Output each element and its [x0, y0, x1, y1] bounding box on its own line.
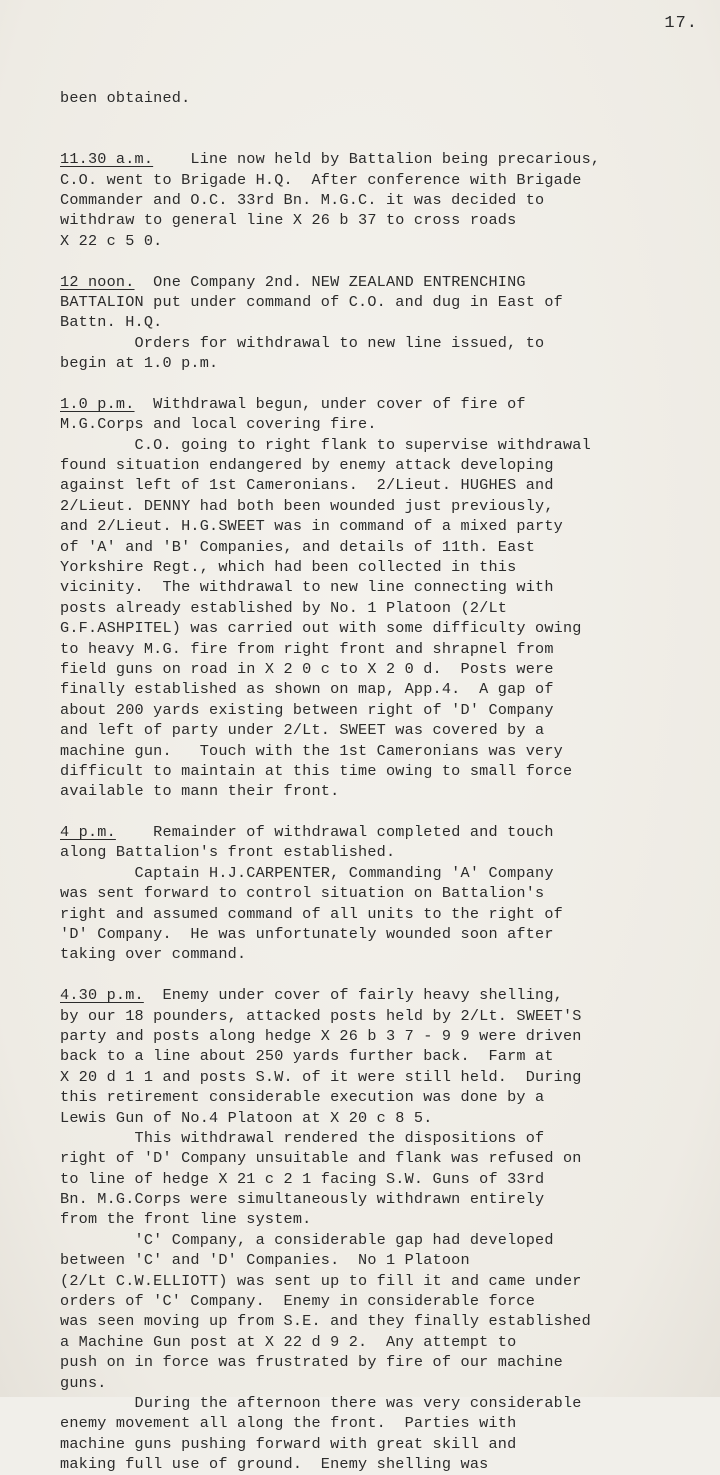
text-line: enemy movement all along the front. Parties with [60, 1414, 517, 1433]
text-line: posts already established by No. 1 Platoon (2/Lt [60, 598, 508, 617]
section-time: 11.30 a.m. [60, 150, 154, 169]
text-line: machine gun. Touch with the 1st Cameronians was very [60, 741, 563, 760]
text-line: (2/Lt C.W.ELLIOTT) was sent up to fill it and came under [60, 1271, 582, 1290]
text-line: Yorkshire Regt., which had been collected in this [60, 557, 517, 576]
text-line: between 'C' and 'D' Companies. No 1 Platoon [60, 1251, 470, 1270]
section-1130am [60, 149, 720, 251]
text-line: Battn. H.Q. [60, 313, 163, 332]
section-time: 4.30 p.m. [60, 986, 144, 1005]
text-line: found situation endangered by enemy attack developing [60, 456, 554, 475]
text-line: orders of 'C' Company. Enemy in considerable force [60, 1292, 536, 1311]
text-line: push on in force was frustrated by fire of our machine [60, 1353, 563, 1372]
text-line: about 200 yards existing between right of 'D' Company [60, 700, 554, 719]
text-line: along Battalion's front established. [60, 843, 396, 862]
text-line: X 20 d 1 1 and posts S.W. of it were still held. During [60, 1067, 582, 1086]
section-time: 4 p.m. [60, 823, 116, 842]
text-line: 4 p.m. Remainder of withdrawal completed and touch [60, 823, 554, 842]
section-intro [60, 88, 720, 108]
section-time: 1.0 p.m. [60, 394, 135, 413]
text-line: and 2/Lieut. H.G.SWEET was in command of a mixed party [60, 517, 563, 536]
text-line: field guns on road in X 2 0 c to X 2 0 d. Posts were [60, 659, 554, 678]
text-line: right and assumed command of all units to the right of [60, 904, 563, 923]
text-line: machine guns pushing forward with great skill and [60, 1434, 517, 1453]
text-line: back to a line about 250 yards further back. Farm at [60, 1047, 554, 1066]
text-line: this retirement considerable execution was done by a [60, 1088, 545, 1107]
text-line: C.O. went to Brigade H.Q. After conference with Brigade [60, 170, 582, 189]
text-line: Orders for withdrawal to new line issued, to [60, 333, 545, 352]
text-line: Captain H.J.CARPENTER, Commanding 'A' Company [60, 863, 554, 882]
text-line: was seen moving up from S.E. and they finally established [60, 1312, 591, 1331]
text-line: During the afternoon there was very considerable [60, 1394, 582, 1412]
section-10pm [60, 394, 720, 802]
text-line: 12 noon. One Company 2nd. NEW ZEALAND ENTRENCHING [60, 272, 526, 291]
document-body [60, 88, 720, 1475]
text-line: right of 'D' Company unsuitable and flank was refused on [60, 1149, 582, 1168]
text-line: making full use of ground. Enemy shelling was [60, 1455, 489, 1474]
text-line: and left of party under 2/Lt. SWEET was covered by a [60, 721, 545, 740]
text-line: party and posts along hedge X 26 b 3 7 - 9 9 were driven [60, 1026, 582, 1045]
text-line: X 22 c 5 0. [60, 231, 163, 250]
text-line: 1.0 p.m. Withdrawal begun, under cover of fire of [60, 394, 526, 413]
page-number: 17. [664, 14, 698, 33]
text-line: taking over command. [60, 945, 247, 964]
text-line: 2/Lieut. DENNY had both been wounded just previously, [60, 496, 554, 515]
text-line: G.F.ASHPITEL) was carried out with some difficulty owing [60, 619, 582, 638]
text-line: to heavy M.G. fire from right front and shrapnel from [60, 639, 554, 658]
section-time: 12 noon. [60, 272, 135, 291]
text-line: by our 18 pounders, attacked posts held by 2/Lt. SWEET'S [60, 1006, 582, 1025]
text-line: 11.30 a.m. Line now held by Battalion being precarious, [60, 150, 601, 169]
text-line: been obtained. [60, 89, 191, 107]
text-line: 4.30 p.m. Enemy under cover of fairly heavy shelling, [60, 986, 563, 1005]
text-line: against left of 1st Cameronians. 2/Lieut. HUGHES and [60, 476, 554, 495]
text-line: 'D' Company. He was unfortunately wounded soon after [60, 925, 554, 944]
text-line: difficult to maintain at this time owing to small force [60, 761, 573, 780]
text-line: Lewis Gun of No.4 Platoon at X 20 c 8 5. [60, 1108, 433, 1127]
section-4pm [60, 822, 720, 965]
text-line: to line of hedge X 21 c 2 1 facing S.W. Guns of 33rd [60, 1169, 545, 1188]
text-line: a Machine Gun post at X 22 d 9 2. Any attempt to [60, 1332, 517, 1351]
text-line: 'C' Company, a considerable gap had developed [60, 1230, 554, 1249]
text-line: guns. [60, 1373, 107, 1392]
text-line: of 'A' and 'B' Companies, and details of 11th. East [60, 537, 536, 556]
text-line: begin at 1.0 p.m. [60, 354, 219, 373]
section-430pm [60, 985, 720, 1474]
text-line: vicinity. The withdrawal to new line connecting with [60, 578, 554, 597]
text-line: finally established as shown on map, App.4. A gap of [60, 680, 554, 699]
text-line: from the front line system. [60, 1210, 312, 1229]
text-line: C.O. going to right flank to supervise withdrawal [60, 435, 591, 454]
text-line: BATTALION put under command of C.O. and dug in East of [60, 292, 563, 311]
text-line: was sent forward to control situation on Battalion's [60, 884, 545, 903]
section-12noon [60, 272, 720, 374]
text-line: withdraw to general line X 26 b 37 to cross roads [60, 211, 517, 230]
text-line: This withdrawal rendered the dispositions of [60, 1128, 545, 1147]
text-line: available to mann their front. [60, 782, 340, 801]
text-line: M.G.Corps and local covering fire. [60, 415, 377, 434]
text-line: Bn. M.G.Corps were simultaneously withdrawn entirely [60, 1190, 545, 1209]
text-line: Commander and O.C. 33rd Bn. M.G.C. it was decided to [60, 190, 545, 209]
